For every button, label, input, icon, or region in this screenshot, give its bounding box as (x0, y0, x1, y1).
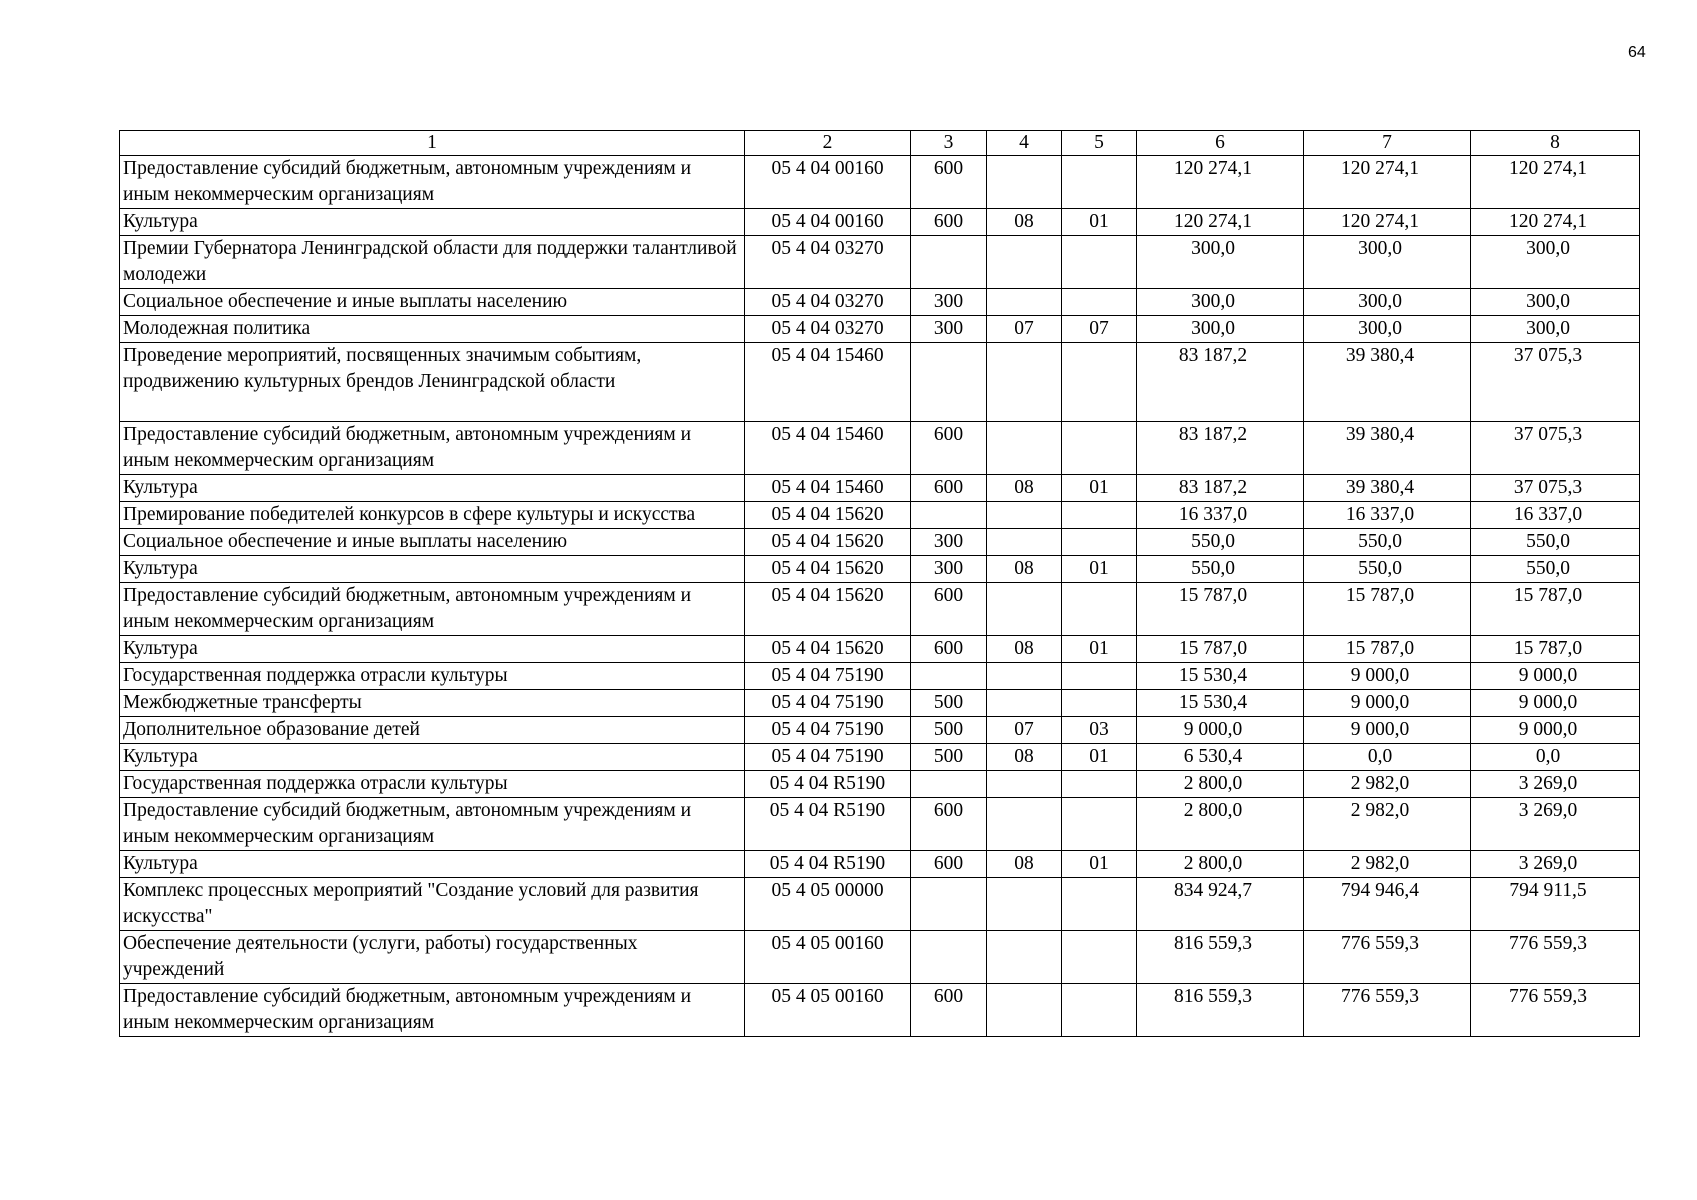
amount-year2-cell: 776 559,3 (1304, 984, 1471, 1037)
amount-year2-cell: 39 380,4 (1304, 343, 1471, 422)
amount-year3-cell: 9 000,0 (1471, 690, 1640, 717)
section-cell (987, 984, 1062, 1037)
amount-year2-cell: 15 787,0 (1304, 583, 1471, 636)
target-code-cell: 05 4 04 15620 (745, 583, 911, 636)
amount-year1-cell: 300,0 (1137, 316, 1304, 343)
amount-year3-cell: 300,0 (1471, 236, 1640, 289)
amount-year2-cell: 39 380,4 (1304, 422, 1471, 475)
target-code-cell: 05 4 04 15460 (745, 422, 911, 475)
amount-year2-cell: 300,0 (1304, 316, 1471, 343)
row-name-cell: Культура (120, 556, 745, 583)
target-code-cell: 05 4 04 15460 (745, 343, 911, 422)
row-name-cell: Молодежная политика (120, 316, 745, 343)
section-cell: 08 (987, 209, 1062, 236)
expense-type-cell (911, 878, 987, 931)
row-name-cell: Предоставление субсидий бюджетным, автономным учреждениям и иным некоммерческим организациям (120, 422, 745, 475)
table-row (120, 502, 1640, 529)
amount-year1-cell: 83 187,2 (1137, 422, 1304, 475)
section-cell (987, 583, 1062, 636)
subsection-cell (1062, 422, 1137, 475)
section-cell (987, 502, 1062, 529)
target-code-cell: 05 4 04 75190 (745, 690, 911, 717)
amount-year1-cell: 83 187,2 (1137, 343, 1304, 422)
expense-type-cell: 600 (911, 798, 987, 851)
amount-year3-cell: 300,0 (1471, 316, 1640, 343)
table-row (120, 931, 1640, 984)
amount-year2-cell: 120 274,1 (1304, 156, 1471, 209)
amount-year3-cell: 9 000,0 (1471, 663, 1640, 690)
amount-year2-cell: 794 946,4 (1304, 878, 1471, 931)
table-row (120, 156, 1640, 209)
amount-year1-cell: 300,0 (1137, 289, 1304, 316)
target-code-cell: 05 4 04 75190 (745, 717, 911, 744)
section-cell (987, 289, 1062, 316)
target-code-cell: 05 4 04 75190 (745, 744, 911, 771)
target-code-cell: 05 4 04 00160 (745, 209, 911, 236)
target-code-cell: 05 4 04 15460 (745, 475, 911, 502)
expense-type-cell (911, 502, 987, 529)
amount-year1-cell: 550,0 (1137, 529, 1304, 556)
amount-year3-cell: 550,0 (1471, 529, 1640, 556)
subsection-cell: 01 (1062, 209, 1137, 236)
column-header: 5 (1062, 131, 1137, 156)
amount-year3-cell: 3 269,0 (1471, 851, 1640, 878)
target-code-cell: 05 4 04 15620 (745, 502, 911, 529)
row-name-cell: Социальное обеспечение и иные выплаты населению (120, 289, 745, 316)
row-name-cell: Социальное обеспечение и иные выплаты населению (120, 529, 745, 556)
target-code-cell: 05 4 04 15620 (745, 556, 911, 583)
subsection-cell (1062, 878, 1137, 931)
section-cell: 08 (987, 744, 1062, 771)
row-name-cell: Премирование победителей конкурсов в сфере культуры и искусства (120, 502, 745, 529)
amount-year2-cell: 9 000,0 (1304, 690, 1471, 717)
amount-year3-cell: 16 337,0 (1471, 502, 1640, 529)
amount-year3-cell: 15 787,0 (1471, 636, 1640, 663)
amount-year1-cell: 550,0 (1137, 556, 1304, 583)
target-code-cell: 05 4 05 00160 (745, 931, 911, 984)
column-number-row (120, 131, 1640, 156)
column-header: 3 (911, 131, 987, 156)
table-row (120, 236, 1640, 289)
column-header: 1 (120, 131, 745, 156)
expense-type-cell: 600 (911, 583, 987, 636)
expense-type-cell (911, 236, 987, 289)
subsection-cell (1062, 771, 1137, 798)
section-cell (987, 663, 1062, 690)
section-cell: 07 (987, 717, 1062, 744)
expense-type-cell: 600 (911, 851, 987, 878)
target-code-cell: 05 4 05 00160 (745, 984, 911, 1037)
section-cell: 08 (987, 475, 1062, 502)
expense-type-cell: 500 (911, 690, 987, 717)
amount-year3-cell: 37 075,3 (1471, 475, 1640, 502)
section-cell: 08 (987, 636, 1062, 663)
amount-year3-cell: 37 075,3 (1471, 422, 1640, 475)
expense-type-cell: 600 (911, 422, 987, 475)
table-body (120, 156, 1640, 1037)
expense-type-cell: 600 (911, 984, 987, 1037)
amount-year3-cell: 120 274,1 (1471, 156, 1640, 209)
amount-year3-cell: 794 911,5 (1471, 878, 1640, 931)
row-name-cell: Комплекс процессных мероприятий "Создание условий для развития искусства" (120, 878, 745, 931)
subsection-cell: 03 (1062, 717, 1137, 744)
page-number: 64 (1628, 44, 1646, 61)
expense-type-cell: 300 (911, 556, 987, 583)
section-cell (987, 798, 1062, 851)
target-code-cell: 05 4 04 15620 (745, 636, 911, 663)
subsection-cell (1062, 289, 1137, 316)
column-header: 8 (1471, 131, 1640, 156)
row-name-cell: Предоставление субсидий бюджетным, автономным учреждениям и иным некоммерческим организациям (120, 156, 745, 209)
row-name-cell: Предоставление субсидий бюджетным, автономным учреждениям и иным некоммерческим организациям (120, 798, 745, 851)
expense-type-cell (911, 343, 987, 422)
expense-type-cell: 600 (911, 209, 987, 236)
row-name-cell: Культура (120, 851, 745, 878)
table-row (120, 316, 1640, 343)
table-row (120, 798, 1640, 851)
row-name-cell: Предоставление субсидий бюджетным, автономным учреждениям и иным некоммерческим организациям (120, 583, 745, 636)
row-name-cell: Культура (120, 209, 745, 236)
subsection-cell (1062, 156, 1137, 209)
subsection-cell (1062, 663, 1137, 690)
amount-year1-cell: 816 559,3 (1137, 931, 1304, 984)
amount-year3-cell: 0,0 (1471, 744, 1640, 771)
section-cell: 08 (987, 556, 1062, 583)
amount-year1-cell: 16 337,0 (1137, 502, 1304, 529)
amount-year1-cell: 120 274,1 (1137, 209, 1304, 236)
subsection-cell (1062, 502, 1137, 529)
target-code-cell: 05 4 04 00160 (745, 156, 911, 209)
row-name-cell: Предоставление субсидий бюджетным, автономным учреждениям и иным некоммерческим организациям (120, 984, 745, 1037)
amount-year2-cell: 300,0 (1304, 289, 1471, 316)
row-name-cell: Культура (120, 475, 745, 502)
amount-year3-cell: 550,0 (1471, 556, 1640, 583)
row-name-cell: Дополнительное образование детей (120, 717, 745, 744)
expense-type-cell: 500 (911, 717, 987, 744)
section-cell (987, 156, 1062, 209)
amount-year1-cell: 83 187,2 (1137, 475, 1304, 502)
target-code-cell: 05 4 04 03270 (745, 289, 911, 316)
amount-year1-cell: 2 800,0 (1137, 771, 1304, 798)
table-row (120, 984, 1640, 1037)
subsection-cell: 01 (1062, 636, 1137, 663)
amount-year2-cell: 776 559,3 (1304, 931, 1471, 984)
row-name-cell: Проведение мероприятий, посвященных значимым событиям, продвижению культурных брендов Ленинградской области (120, 343, 745, 422)
subsection-cell (1062, 798, 1137, 851)
expense-type-cell: 300 (911, 529, 987, 556)
expense-type-cell (911, 663, 987, 690)
table-row (120, 744, 1640, 771)
column-header: 4 (987, 131, 1062, 156)
amount-year3-cell: 3 269,0 (1471, 771, 1640, 798)
amount-year3-cell: 120 274,1 (1471, 209, 1640, 236)
row-name-cell: Государственная поддержка отрасли культуры (120, 771, 745, 798)
amount-year1-cell: 300,0 (1137, 236, 1304, 289)
amount-year1-cell: 15 787,0 (1137, 636, 1304, 663)
section-cell (987, 422, 1062, 475)
row-name-cell: Обеспечение деятельности (услуги, работы) государственных учреждений (120, 931, 745, 984)
expense-type-cell (911, 931, 987, 984)
amount-year3-cell: 300,0 (1471, 289, 1640, 316)
target-code-cell: 05 4 05 00000 (745, 878, 911, 931)
amount-year1-cell: 834 924,7 (1137, 878, 1304, 931)
amount-year2-cell: 9 000,0 (1304, 717, 1471, 744)
amount-year2-cell: 16 337,0 (1304, 502, 1471, 529)
subsection-cell (1062, 984, 1137, 1037)
expense-type-cell: 500 (911, 744, 987, 771)
amount-year3-cell: 776 559,3 (1471, 931, 1640, 984)
amount-year1-cell: 9 000,0 (1137, 717, 1304, 744)
amount-year3-cell: 15 787,0 (1471, 583, 1640, 636)
section-cell (987, 529, 1062, 556)
target-code-cell: 05 4 04 03270 (745, 316, 911, 343)
subsection-cell (1062, 529, 1137, 556)
amount-year1-cell: 2 800,0 (1137, 798, 1304, 851)
amount-year3-cell: 3 269,0 (1471, 798, 1640, 851)
amount-year3-cell: 776 559,3 (1471, 984, 1640, 1037)
subsection-cell (1062, 583, 1137, 636)
table-row (120, 422, 1640, 475)
table-row (120, 529, 1640, 556)
amount-year2-cell: 2 982,0 (1304, 771, 1471, 798)
amount-year1-cell: 2 800,0 (1137, 851, 1304, 878)
amount-year2-cell: 2 982,0 (1304, 851, 1471, 878)
amount-year2-cell: 120 274,1 (1304, 209, 1471, 236)
amount-year1-cell: 6 530,4 (1137, 744, 1304, 771)
expense-type-cell: 300 (911, 289, 987, 316)
column-header: 7 (1304, 131, 1471, 156)
column-header: 2 (745, 131, 911, 156)
subsection-cell (1062, 343, 1137, 422)
amount-year2-cell: 550,0 (1304, 556, 1471, 583)
amount-year2-cell: 9 000,0 (1304, 663, 1471, 690)
row-name-cell: Государственная поддержка отрасли культуры (120, 663, 745, 690)
section-cell (987, 343, 1062, 422)
section-cell: 07 (987, 316, 1062, 343)
subsection-cell (1062, 236, 1137, 289)
target-code-cell: 05 4 04 15620 (745, 529, 911, 556)
target-code-cell: 05 4 04 R5190 (745, 798, 911, 851)
target-code-cell: 05 4 04 R5190 (745, 851, 911, 878)
target-code-cell: 05 4 04 03270 (745, 236, 911, 289)
amount-year1-cell: 15 530,4 (1137, 663, 1304, 690)
row-name-cell: Культура (120, 636, 745, 663)
budget-table (119, 130, 1640, 1037)
section-cell (987, 690, 1062, 717)
section-cell (987, 236, 1062, 289)
row-name-cell: Межбюджетные трансферты (120, 690, 745, 717)
table-row (120, 690, 1640, 717)
table-row (120, 289, 1640, 316)
table-row (120, 878, 1640, 931)
amount-year2-cell: 2 982,0 (1304, 798, 1471, 851)
expense-type-cell (911, 771, 987, 798)
amount-year2-cell: 550,0 (1304, 529, 1471, 556)
column-header: 6 (1137, 131, 1304, 156)
table-row (120, 717, 1640, 744)
amount-year1-cell: 15 530,4 (1137, 690, 1304, 717)
expense-type-cell: 600 (911, 636, 987, 663)
subsection-cell (1062, 690, 1137, 717)
target-code-cell: 05 4 04 R5190 (745, 771, 911, 798)
subsection-cell: 01 (1062, 744, 1137, 771)
row-name-cell: Премии Губернатора Ленинградской области для поддержки талантливой молодежи (120, 236, 745, 289)
amount-year2-cell: 15 787,0 (1304, 636, 1471, 663)
subsection-cell: 01 (1062, 475, 1137, 502)
row-name-cell: Культура (120, 744, 745, 771)
amount-year2-cell: 0,0 (1304, 744, 1471, 771)
section-cell (987, 771, 1062, 798)
subsection-cell: 07 (1062, 316, 1137, 343)
table-row (120, 771, 1640, 798)
expense-type-cell: 600 (911, 156, 987, 209)
table-row (120, 475, 1640, 502)
table-row (120, 851, 1640, 878)
table-row (120, 343, 1640, 422)
target-code-cell: 05 4 04 75190 (745, 663, 911, 690)
subsection-cell (1062, 931, 1137, 984)
section-cell (987, 931, 1062, 984)
section-cell (987, 878, 1062, 931)
table-row (120, 636, 1640, 663)
section-cell: 08 (987, 851, 1062, 878)
subsection-cell: 01 (1062, 556, 1137, 583)
amount-year2-cell: 300,0 (1304, 236, 1471, 289)
amount-year3-cell: 9 000,0 (1471, 717, 1640, 744)
amount-year1-cell: 120 274,1 (1137, 156, 1304, 209)
table-row (120, 209, 1640, 236)
amount-year2-cell: 39 380,4 (1304, 475, 1471, 502)
table-row (120, 556, 1640, 583)
amount-year1-cell: 15 787,0 (1137, 583, 1304, 636)
subsection-cell: 01 (1062, 851, 1137, 878)
expense-type-cell: 300 (911, 316, 987, 343)
expense-type-cell: 600 (911, 475, 987, 502)
table-row (120, 583, 1640, 636)
amount-year1-cell: 816 559,3 (1137, 984, 1304, 1037)
table-row (120, 663, 1640, 690)
amount-year3-cell: 37 075,3 (1471, 343, 1640, 422)
